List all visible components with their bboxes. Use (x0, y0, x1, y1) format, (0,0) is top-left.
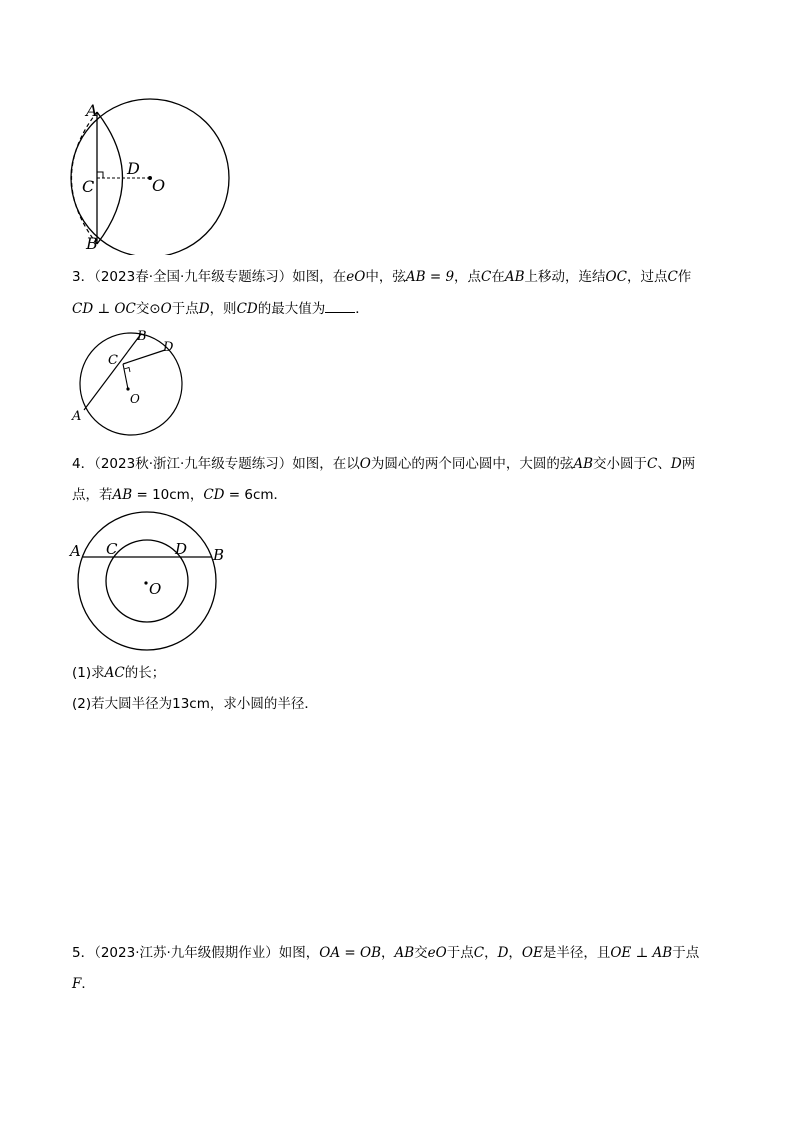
label-c: C (108, 353, 118, 368)
q3-number: 3． (72, 269, 95, 285)
q5-source: （2023·江苏·九年级假期作业） (94, 945, 279, 961)
figure-q3 (68, 322, 188, 447)
figure-q4 (68, 510, 233, 655)
label-a: A (72, 409, 82, 424)
q4-line2: 点，若AB = 10cm，CD = 6cm． (72, 487, 288, 503)
q4-sub1: (1)求AC的长； (72, 665, 166, 681)
label-o: O (130, 392, 140, 406)
right-angle-mark (97, 172, 103, 178)
q4-line1: 4．（2023秋·浙江·九年级专题练习）如图，在以O为圆心的两个同心圆中，大圆的弦AB交小圆于C、D两 (72, 456, 696, 472)
label-b: B (213, 546, 225, 564)
label-c: C (106, 540, 118, 558)
label-d: D (163, 340, 174, 355)
q5-line2: F． (72, 976, 95, 992)
q4-number: 4． (72, 456, 95, 472)
q5-number: 5． (72, 945, 95, 961)
figure-circle-chord (60, 95, 240, 255)
label-b: B (86, 234, 98, 253)
q4-source: （2023秋·浙江·九年级专题练习） (94, 456, 293, 472)
large-circle (78, 512, 216, 650)
label-a: A (70, 542, 81, 560)
q3-source: （2023春·全国·九年级专题练习） (94, 269, 293, 285)
q3-line1: 3．（2023春·全国·九年级专题练习）如图，在eO中，弦AB = 9，点C在AB上移动，连结OC，过点C作 (72, 269, 692, 285)
q4-sub2: (2)若大圆半径为13cm，求小圆的半径． (72, 696, 318, 712)
label-b: B (137, 329, 147, 344)
segment-cd (123, 350, 165, 364)
label-d: D (175, 540, 188, 558)
label-a: A (86, 101, 98, 120)
q3-line2: CD ⊥ OC交⊙O于点D，则CD的最大值为 ． (72, 301, 369, 317)
label-d: D (127, 159, 140, 178)
center-dot (126, 387, 129, 390)
label-o: O (149, 580, 162, 598)
q5-line1: 5．（2023·江苏·九年级假期作业）如图，OA = OB，AB交eO于点C，D，OE是半径，且OE ⊥ AB于点 (72, 945, 700, 961)
label-o: O (152, 176, 166, 195)
center-dot (144, 581, 147, 584)
label-c: C (82, 177, 95, 196)
answer-blank[interactable] (325, 299, 355, 313)
